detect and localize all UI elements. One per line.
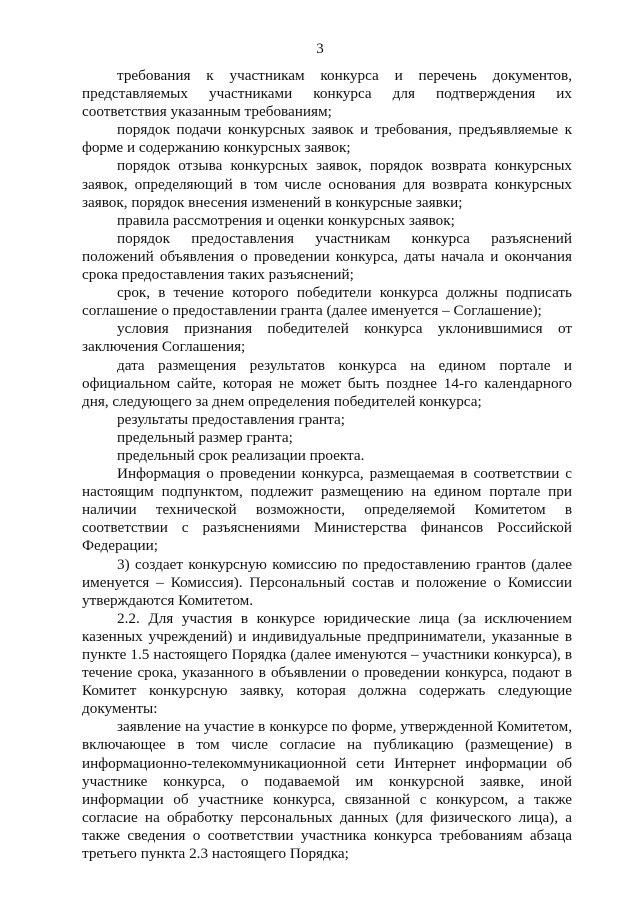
- paragraph-withdrawal-order: порядок отзыва конкурсных заявок, порядок возврата конкурсных заявок, определяющий в том числе основания для возврата конкурсных заявок, порядок внесения изменений в конкурсные заявки;: [82, 157, 572, 211]
- page-number: 3: [316, 41, 324, 57]
- document-body: [82, 67, 572, 863]
- paragraph-grant-max-size: предельный размер гранта;: [117, 428, 293, 446]
- paragraph-project-deadline: предельный срок реализации проекта.: [117, 446, 365, 464]
- paragraph-info-placement: Информация о проведении конкурса, размещаемая в соответствии с настоящим подпунктом, подлежит размещению на едином портале при наличии технической возможности, определяемой Комитетом в соответствии с разъяснениями Министерства финансов Российской Федерации;: [82, 465, 572, 555]
- paragraph-clarifications: порядок предоставления участникам конкурса разъяснений положений объявления о проведении конкурса, даты начала и окончания срока предоставления таких разъяснений;: [82, 229, 572, 284]
- paragraph-results-date: дата размещения результатов конкурса на едином портале и официальном сайте, которая не может быть позднее 14-го календарного дня, следующего за днем определения победителей конкурса;: [82, 356, 572, 410]
- paragraph-requirements-participants: требования к участникам конкурса и перечень документов, представляемых участниками конкурса для подтверждения их соответствия указанным требованиям;: [82, 67, 572, 121]
- paragraph-signing-deadline: срок, в течение которого победители конкурса должны подписать соглашение о предоставлении гранта (далее именуется – Соглашение);: [82, 284, 572, 320]
- paragraph-commission: 3) создает конкурсную комиссию по предоставлению грантов (далее именуется – Комиссия). Персональный состав и положение о Комиссии утверждаются Комитетом.: [82, 555, 572, 609]
- paragraph-submission-order: порядок подачи конкурсных заявок и требования, предъявляемые к форме и содержанию конкурсных заявок;: [82, 121, 572, 157]
- paragraph-application-statement: заявление на участие в конкурсе по форме, утвержденной Комитетом, включающее в том числе согласие на публикацию (размещение) в информационно-телекоммуникационной сети Интернет информации об участнике конкурса, о подаваемой им конкурсной заявке, иной информации об участнике конкурса, связанной с конкурсом, а также согласие на обработку персональных данных (для физического лица), а также сведения о соответствии участника конкурса требованиям абзаца третьего пункта 2.3 настоящего Порядка;: [82, 718, 572, 863]
- paragraph-evaluation-rules: правила рассмотрения и оценки конкурсных заявок;: [117, 211, 455, 229]
- paragraph-evasion-conditions: условия признания победителей конкурса уклонившимися от заключения Соглашения;: [82, 320, 572, 356]
- paragraph-section-2-2: 2.2. Для участия в конкурсе юридические лица (за исключением казенных учреждений) и индивидуальные предприниматели, указанные в пункте 1.5 настоящего Порядка (далее именуются – участники конкурса), в течение срока, указанного в объявлении о проведении конкурса, подают в Комитет конкурсную заявку, которая должна содержать следующие документы:: [82, 609, 572, 718]
- paragraph-grant-results: результаты предоставления гранта;: [117, 410, 345, 428]
